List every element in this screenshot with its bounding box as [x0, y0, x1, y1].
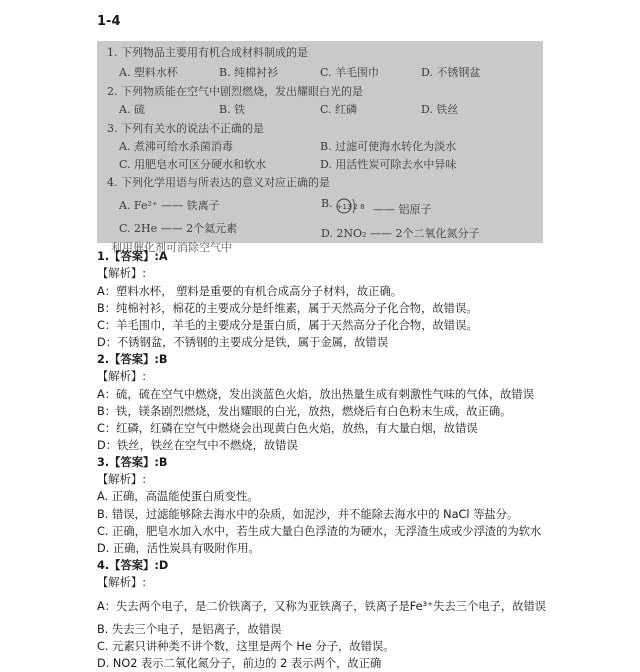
q2-option-c: C. 红磷	[320, 103, 358, 116]
q4-option-b: —— 铝原子	[373, 203, 432, 216]
analysis-label: 【解析】:	[97, 576, 146, 589]
page-label: 1-4	[97, 14, 121, 29]
q3-option-a: A. 煮沸可给水杀菌消毒	[119, 140, 233, 153]
explanation-line: C. 正确，肥皂水加入水中，若生成大量白色浮渣的为硬水，无浮渣生成或少浮渣的为软水	[97, 525, 542, 538]
explanation-line: B. 错误，过滤能够除去海水中的杂质，如泥沙，并不能除去海水中的 NaCl 等盐分。	[97, 508, 519, 521]
atom-nucleus: +13	[336, 203, 352, 211]
answer-3-header: 3.【答案】:B	[97, 456, 168, 469]
explanation-line: A：失去两个电子，是二价铁离子，又称为亚铁离子，铁离子是Fe³⁺失去三个电子，故错误	[97, 600, 547, 613]
explanation-line: D. NO2 表示二氧化氮分子，前边的 2 表示两个，故正确	[97, 657, 382, 670]
question-2: 2. 下列物质能在空气中剧烈燃烧，发出耀眼白光的是	[107, 85, 363, 98]
explanation-line: D：不锈钢盆，不锈钢的主要成分是铁，属于金属，故错误	[97, 336, 389, 349]
question-photo	[97, 41, 543, 254]
q2-option-b: B. 铁	[219, 103, 246, 116]
question-3: 3. 下列有关水的说法不正确的是	[107, 122, 264, 135]
q4-option-c: C. 2He —— 2个氦元素	[119, 222, 238, 235]
explanation-line: D：铁丝，铁丝在空气中不燃烧，故错误	[97, 439, 298, 452]
q4-option-d: D. 2NO₂ —— 2个二氧化氮分子	[321, 227, 480, 240]
q3-option-d: D. 用活性炭可除去水中异味	[320, 158, 457, 171]
q1-option-c: C. 羊毛围巾	[320, 66, 380, 79]
explanation-line: A. 正确，高温能使蛋白质变性。	[97, 490, 259, 503]
explanation-line: A：塑料水杯， 塑料是重要的有机合成高分子材料，故正确。	[97, 285, 403, 298]
q1-option-d: D. 不锈钢盆	[421, 66, 481, 79]
explanation-line: C. 元素只讲种类不讲个数，这里是两个 He 分子，故错误。	[97, 640, 395, 653]
answer-4-header: 4.【答案】:D	[97, 559, 169, 572]
explanation-line: C：羊毛围巾，羊毛的主要成分是蛋白质，属于天然高分子化合物，故错误。	[97, 319, 478, 332]
explanation-line: B. 失去三个电子，是铝离子，故错误	[97, 623, 282, 636]
cutoff-text: 利用催化剂可消除空气中	[111, 241, 232, 254]
atom-shells: 2 8	[353, 203, 365, 211]
explanation-line: D. 正确，活性炭具有吸附作用。	[97, 542, 260, 555]
q2-option-a: A. 硫	[119, 103, 145, 116]
atom-structure-diagram	[336, 195, 366, 217]
question-1: 1. 下列物品主要用有机合成材料制成的是	[107, 46, 308, 59]
q2-option-d: D. 铁丝	[421, 103, 459, 116]
q4-option-b-letter: B.	[321, 197, 333, 210]
explanation-line: C：红磷，红磷在空气中燃烧会出现黄白色火焰，放热，有大量白烟，故错误	[97, 422, 478, 435]
answer-2-header: 2.【答案】:B	[97, 353, 168, 366]
analysis-label: 【解析】:	[97, 370, 146, 383]
answer-1-header: 1.【答案】:A	[97, 250, 168, 263]
question-4: 4. 下列化学用语与所表达的意义对应正确的是	[107, 176, 330, 189]
q1-option-b: B. 纯棉衬衫	[219, 66, 279, 79]
q3-option-b: B. 过滤可使海水转化为淡水	[320, 140, 457, 153]
q1-option-a: A. 塑料水杯	[119, 66, 178, 79]
analysis-label: 【解析】:	[97, 473, 146, 486]
q4-option-a: A. Fe²⁺ —— 铁离子	[119, 199, 220, 212]
explanation-line: B：铁，镁条剧烈燃烧，发出耀眼的白光，放热，燃烧后有白色粉末生成，故正确。	[97, 405, 512, 418]
q3-option-c: C. 用肥皂水可区分硬水和软水	[119, 158, 267, 171]
explanation-line: A：硫，硫在空气中燃烧，发出淡蓝色火焰，放出热量生成有刺激性气味的气体，故错误	[97, 388, 535, 401]
analysis-label: 【解析】:	[97, 267, 146, 280]
explanation-line: B：纯棉衬衫，棉花的主要成分是纤维素，属于天然高分子化合物，故错误。	[97, 302, 478, 315]
